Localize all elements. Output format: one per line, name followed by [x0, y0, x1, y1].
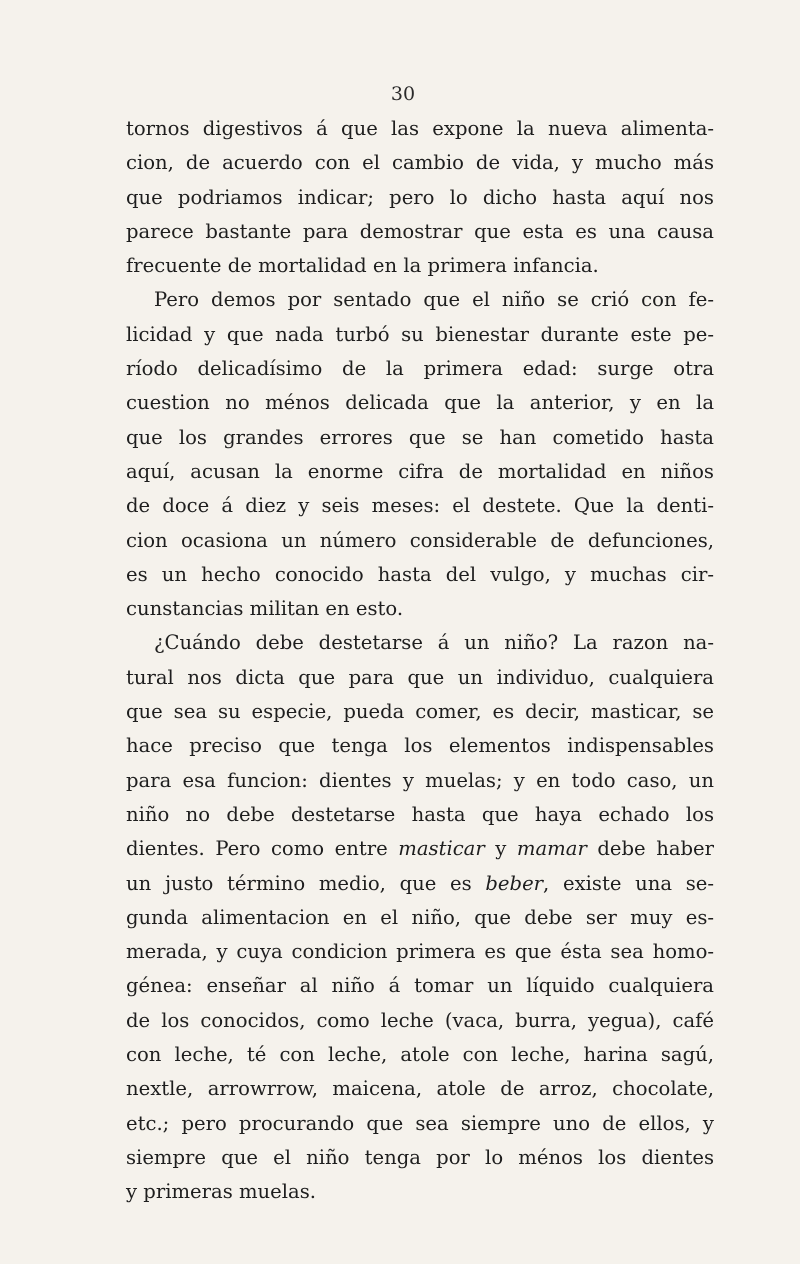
line-text: de los conocidos, como leche (vaca, burra, yegua), café [126, 1008, 714, 1032]
text-line [126, 1141, 714, 1175]
text-line [126, 146, 714, 180]
text-line [126, 832, 714, 866]
text-line [126, 489, 714, 523]
line-text: y primeras muelas. [126, 1180, 317, 1204]
text-line [126, 729, 714, 763]
text-line [126, 867, 714, 901]
text-line [126, 455, 714, 489]
line-text: , existe una se- [543, 871, 715, 895]
text-line [126, 318, 714, 352]
text-line [126, 249, 714, 283]
text-line [126, 1038, 714, 1072]
text-line [126, 695, 714, 729]
line-text: Pero demos por sentado que el niño se crió con fe- [154, 288, 714, 312]
text-line [126, 626, 714, 660]
line-text: niño no debe destetarse hasta que haya echado los [126, 802, 714, 826]
line-text: aquí, acusan la enorme cifra de mortalidad en niños [126, 459, 714, 483]
line-text: génea: enseñar al niño á tomar un líquido cualquiera [126, 974, 714, 998]
line-text: que podriamos indicar; pero lo dicho hasta aquí nos [126, 185, 714, 209]
text-line [126, 901, 714, 935]
text-line [126, 558, 714, 592]
line-text: gunda alimentacion en el niño, que debe ser muy es- [126, 905, 714, 929]
text-line [126, 1175, 714, 1209]
text-line [126, 524, 714, 558]
text-line [126, 1004, 714, 1038]
line-text: ¿Cuándo debe destetarse á un niño? La razon na- [154, 631, 714, 655]
line-text: hace preciso que tenga los elementos indispensables [126, 734, 714, 758]
text-line [126, 1072, 714, 1106]
italic-text: beber [485, 871, 544, 895]
line-text: y [484, 837, 517, 861]
text-line [126, 352, 714, 386]
text-line [126, 386, 714, 420]
line-text: tornos digestivos á que las expone la nueva alimenta- [126, 117, 714, 140]
text-line [126, 181, 714, 215]
text-line [126, 969, 714, 1003]
text-line [126, 798, 714, 832]
text-line [126, 592, 714, 626]
text-line [126, 112, 714, 146]
line-text: tural nos dicta que para que un individuo, cualquiera [126, 665, 714, 689]
line-text: etc.; pero procurando que sea siempre uno de ellos, y [126, 1111, 714, 1135]
line-text: merada, y cuya condicion primera es que ésta sea homo- [126, 940, 714, 964]
text-line [126, 661, 714, 695]
text-line [126, 283, 714, 317]
line-text: nextle, arrowrrow, maicena, atole de arroz, chocolate, [126, 1077, 714, 1101]
line-text: licidad y que nada turbó su bienestar durante este pe- [126, 322, 714, 346]
text-line [126, 215, 714, 249]
italic-text: masticar [398, 837, 485, 861]
line-text: de doce á diez y seis meses: el destete. Que la denti- [126, 494, 714, 518]
line-text: cion, de acuerdo con el cambio de vida, y mucho más [126, 151, 714, 175]
text-line [126, 764, 714, 798]
line-text: un justo término medio, que es [126, 871, 486, 895]
line-text: ríodo delicadísimo de la primera edad: surge otra [126, 357, 714, 381]
line-text: que los grandes errores que se han cometido hasta [126, 425, 714, 449]
line-text: que sea su especie, pueda comer, es decir, masticar, se [126, 700, 714, 724]
line-text: cion ocasiona un número considerable de defunciones, [126, 528, 714, 552]
line-text: frecuente de mortalidad en la primera infancia. [126, 254, 599, 278]
text-line [126, 1107, 714, 1141]
line-text: debe haber [586, 837, 714, 861]
text-line [126, 421, 714, 455]
line-text: parece bastante para demostrar que esta es una causa [126, 219, 714, 243]
line-text: es un hecho conocido hasta del vulgo, y muchas cir- [126, 562, 714, 586]
line-text: dientes. Pero como entre [126, 837, 399, 861]
italic-text: mamar [516, 837, 587, 861]
text-line [126, 935, 714, 969]
body-text [126, 112, 714, 1210]
line-text: cuestion no ménos delicada que la anterior, y en la [126, 391, 714, 415]
line-text: con leche, té con leche, atole con leche, harina sagú, [126, 1043, 714, 1067]
line-text: cunstancias militan en esto. [126, 597, 404, 621]
line-text: siempre que el niño tenga por lo ménos los dientes [126, 1145, 714, 1169]
page-number: 30 [390, 83, 416, 105]
line-text: para esa funcion: dientes y muelas; y en todo caso, un [126, 768, 714, 792]
